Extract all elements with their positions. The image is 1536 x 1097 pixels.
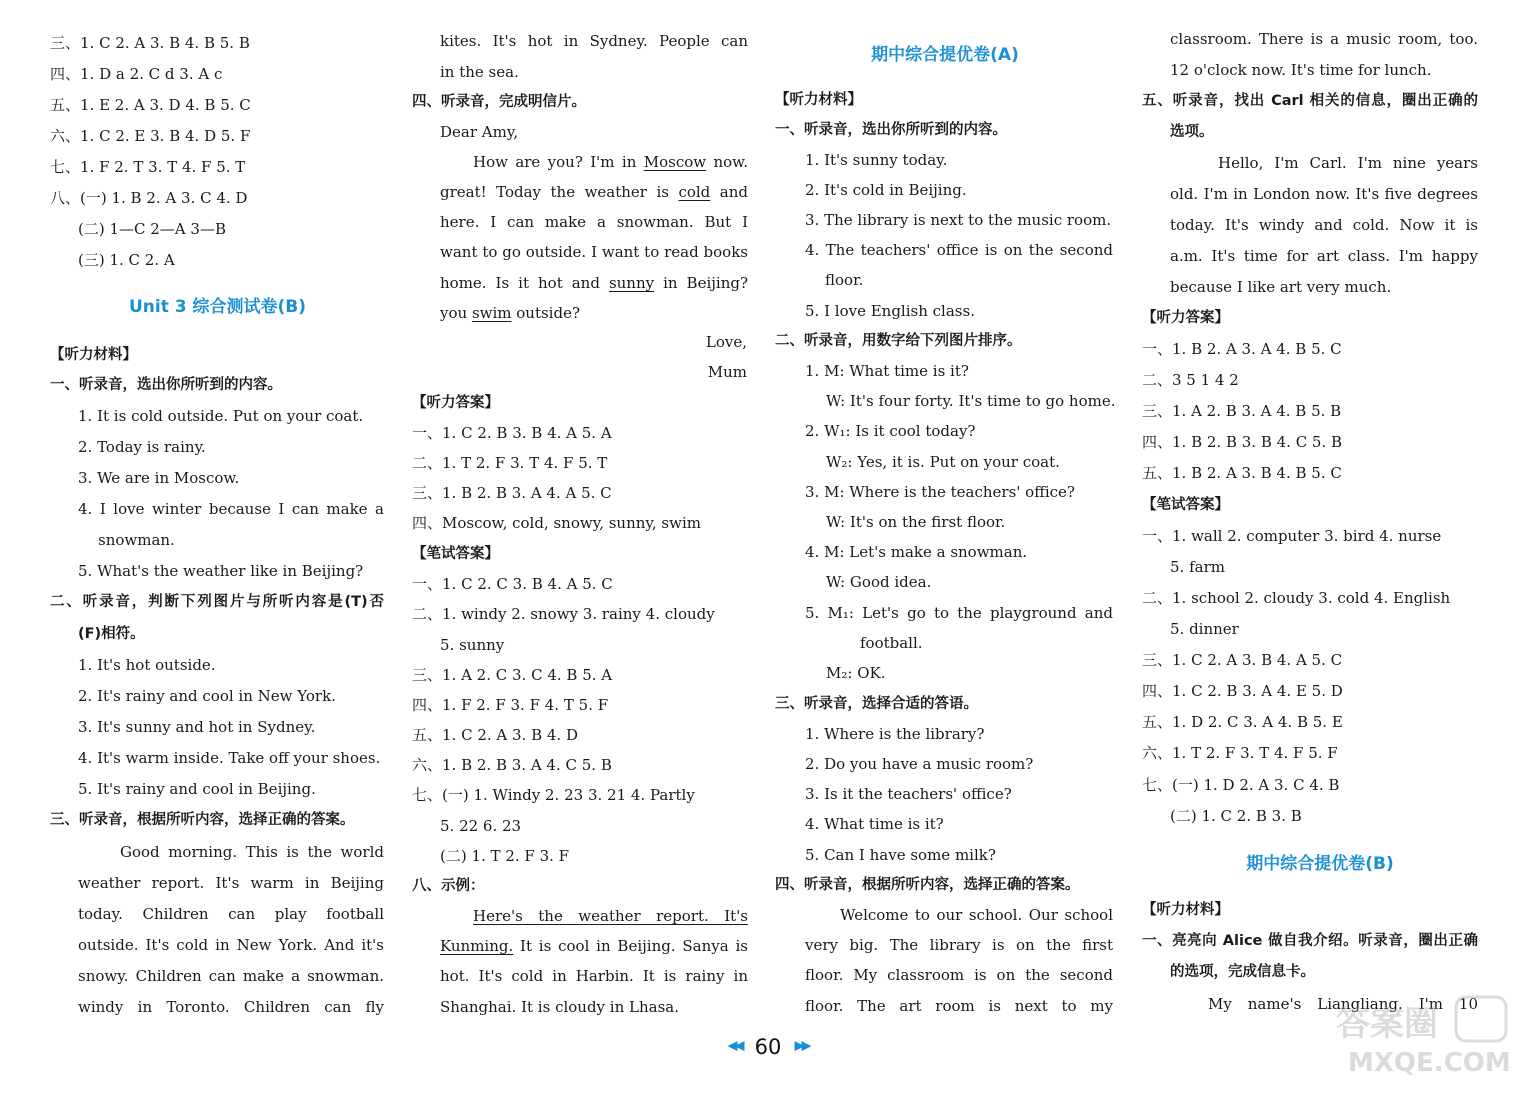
text-line: 五、1. E 2. A 3. D 4. B 5. C	[50, 96, 251, 114]
text-line-with-blanks	[473, 901, 748, 931]
text-line: 12 o'clock now. It's time for lunch.	[1170, 61, 1432, 79]
text-line: (二) 1—C 2—A 3—B	[78, 220, 226, 238]
text-line: because I like art very much.	[1170, 278, 1392, 296]
text-line: 2. Today is rainy.	[78, 438, 206, 456]
section-heading: 一、听录音，选出你所听到的内容。	[775, 122, 1007, 138]
text-line: 四、1. F 2. F 3. F 4. T 5. F	[412, 696, 609, 714]
text-line: floor. The art room is next to my	[805, 997, 1113, 1015]
text-line: 三、1. A 2. B 3. A 4. B 5. B	[1142, 402, 1342, 420]
text-line: 3. The library is next to the music room.	[805, 211, 1112, 229]
section-heading: 【笔试答案】	[1142, 497, 1229, 513]
text-line: 3. M: Where is the teachers' office?	[805, 483, 1075, 501]
text-line: very big. The library is on the first	[805, 936, 1113, 954]
text-line: Welcome to our school. Our school	[840, 906, 1113, 924]
text-line: 4. The teachers' office is on the second	[805, 241, 1113, 259]
section-heading: 选项。	[1170, 124, 1214, 140]
text-line: 七、(一) 1. Windy 2. 23 3. 21 4. Partly	[412, 786, 695, 804]
text-line: floor. My classroom is on the second	[805, 966, 1113, 984]
text-line: 5. 22 6. 23	[440, 817, 522, 835]
text-line: floor.	[825, 271, 864, 289]
text-line: W: It's four forty. It's time to go home.	[826, 392, 1116, 410]
text-line-with-blanks	[473, 147, 748, 177]
text-line: kites. It's hot in Sydney. People can	[440, 32, 748, 50]
text-line: Hello, I'm Carl. I'm nine years	[1218, 154, 1478, 172]
text-line: 1. It is cold outside. Put on your coat.	[78, 407, 364, 425]
text-line: Dear Amy,	[440, 123, 519, 141]
section-heading: 【听力材料】	[1142, 902, 1229, 918]
text-line: 八、(一) 1. B 2. A 3. C 4. D	[50, 189, 248, 207]
signature-line: Love,	[705, 333, 747, 351]
text-line: 4. What time is it?	[805, 815, 944, 833]
text-line: 七、1. F 2. T 3. T 4. F 5. T	[50, 158, 246, 176]
text-line: 5. I love English class.	[805, 302, 975, 320]
text-line: 二、1. T 2. F 3. T 4. F 5. T	[412, 454, 608, 472]
text-line: 4. M: Let's make a snowman.	[805, 543, 1028, 561]
text-line: 5. sunny	[440, 636, 505, 654]
text-line: 3. It's sunny and hot in Sydney.	[78, 718, 316, 736]
watermark-line2: MXQE.COM	[1348, 1048, 1511, 1078]
text-line: M₂: OK.	[826, 664, 886, 682]
section-heading: 八、示例：	[412, 878, 485, 894]
next-page-icon[interactable]: ▶▶	[794, 1038, 809, 1054]
text-line: W: Good idea.	[826, 573, 932, 591]
text-line: 5. farm	[1170, 558, 1225, 576]
text-segment: in Beijing?	[663, 274, 748, 292]
text-line: here. I can make a snowman. But I	[440, 213, 748, 231]
text-segment: outside?	[511, 304, 581, 322]
text-segment: you	[440, 304, 472, 322]
section-heading: 三、听录音，根据所听内容，选择正确的答案。	[50, 812, 355, 828]
text-line: 4. It's warm inside. Take off your shoes.	[78, 749, 381, 767]
text-line: 1. Where is the library?	[805, 725, 985, 743]
text-line: old. I'm in London now. It's five degrees	[1170, 185, 1478, 203]
text-line: windy in Toronto. Children can fly	[78, 998, 384, 1016]
text-line: 四、1. D a 2. C d 3. A c	[50, 65, 223, 83]
text-line-with-blanks	[440, 177, 748, 207]
text-line: classroom. There is a music room, too.	[1170, 30, 1478, 48]
text-line: snowy. Children can make a snowman.	[78, 967, 384, 985]
previous-page-icon[interactable]: ◀◀	[727, 1038, 742, 1054]
section-title: 期中综合提优卷(A)	[871, 45, 1019, 65]
text-line: snowman.	[98, 531, 175, 549]
text-line: 四、Moscow, cold, snowy, sunny, swim	[412, 514, 701, 532]
text-line: weather report. It's warm in Beijing	[78, 874, 384, 892]
text-line: 5. dinner	[1170, 620, 1239, 638]
text-line: 5. M₁: Let's go to the playground and	[805, 604, 1113, 622]
text-segment: home. Is it hot and	[440, 274, 609, 292]
text-segment: now.	[713, 153, 748, 171]
text-line: 三、1. B 2. B 3. A 4. A 5. C	[412, 484, 612, 502]
text-line: 一、1. C 2. B 3. B 4. A 5. A	[412, 424, 612, 442]
text-line: in the sea.	[440, 63, 519, 81]
text-line: 2. W₁: Is it cool today?	[805, 422, 976, 440]
section-heading: 五、听录音，找出 Carl 相关的信息，圈出正确的	[1142, 93, 1478, 109]
text-line: 1. It's hot outside.	[78, 656, 216, 674]
watermark-line1: 答案圈	[1336, 1004, 1438, 1044]
text-line-with-blanks	[440, 268, 748, 298]
page-number: 60	[754, 1034, 782, 1059]
section-heading: 四、听录音，根据所听内容，选择正确的答案。	[775, 877, 1080, 893]
section-heading: 【听力材料】	[775, 92, 862, 108]
text-line: today. It's windy and cold. Now it is	[1170, 216, 1478, 234]
text-line: (二) 1. T 2. F 3. F	[440, 847, 570, 865]
section-heading: 【笔试答案】	[412, 546, 499, 562]
page-footer	[0, 1030, 1536, 1062]
text-line: W₂: Yes, it is. Put on your coat.	[826, 453, 1060, 471]
text-line: 3. We are in Moscow.	[78, 469, 240, 487]
text-line: 二、1. windy 2. snowy 3. rainy 4. cloudy	[412, 605, 715, 623]
section-heading: 二、听录音，用数字给下列图片排序。	[775, 333, 1022, 349]
section-heading: 二、听录音，判断下列图片与所听内容是(T)否	[50, 594, 384, 610]
text-line: 三、1. C 2. A 3. B 4. B 5. B	[50, 34, 250, 52]
text-line: (二) 1. C 2. B 3. B	[1170, 807, 1302, 825]
text-line: 5. Can I have some milk?	[805, 846, 996, 864]
text-line: hot. It's cold in Harbin. It is rainy in	[440, 967, 748, 985]
text-line: 六、1. T 2. F 3. T 4. F 5. F	[1142, 744, 1338, 762]
text-line: football.	[860, 634, 923, 652]
text-line: 5. What's the weather like in Beijing?	[78, 562, 364, 580]
section-heading: 【听力材料】	[50, 347, 137, 363]
text-line: a.m. It's time for art class. I'm happy	[1170, 247, 1478, 265]
text-line: Good morning. This is the world	[120, 843, 384, 861]
text-line: 4. I love winter because I can make a	[78, 500, 384, 518]
text-segment: It is cool in Beijing. Sanya is	[513, 937, 748, 955]
text-line: 2. Do you have a music room?	[805, 755, 1034, 773]
section-heading: 一、听录音，选出你所听到的内容。	[50, 377, 282, 393]
filled-blank: Here's the weather report. It's	[473, 907, 748, 925]
text-line: 1. It's sunny today.	[805, 151, 948, 169]
text-line: outside. It's cold in New York. And it's	[78, 936, 384, 954]
text-line: 六、1. C 2. E 3. B 4. D 5. F	[50, 127, 251, 145]
section-heading: 四、听录音，完成明信片。	[412, 94, 586, 110]
text-line: want to go outside. I want to read books	[440, 243, 748, 261]
text-segment: and	[710, 183, 748, 201]
text-line: 三、1. C 2. A 3. B 4. A 5. C	[1142, 651, 1343, 669]
text-line: 五、1. C 2. A 3. B 4. D	[412, 726, 578, 744]
text-line: 四、1. C 2. B 3. A 4. E 5. D	[1142, 682, 1343, 700]
text-line: 三、1. A 2. C 3. C 4. B 5. A	[412, 666, 613, 684]
section-heading: 【听力答案】	[1142, 310, 1229, 326]
text-line: today. Children can play football	[78, 905, 384, 923]
section-heading: 三、听录音，选择合适的答语。	[775, 696, 978, 712]
filled-blank: cold	[678, 183, 711, 201]
text-line: 一、1. wall 2. computer 3. bird 4. nurse	[1142, 527, 1442, 545]
text-line: 二、1. school 2. cloudy 3. cold 4. English	[1142, 589, 1451, 607]
section-title: 期中综合提优卷(B)	[1246, 854, 1394, 874]
text-segment: How are you? I'm in	[473, 153, 644, 171]
text-line: Shanghai. It is cloudy in Lhasa.	[440, 998, 679, 1016]
text-line: 5. It's rainy and cool in Beijing.	[78, 780, 316, 798]
section-heading: 的选项，完成信息卡。	[1170, 964, 1315, 980]
text-line: 一、1. B 2. A 3. A 4. B 5. C	[1142, 340, 1342, 358]
text-line: 二、3 5 1 4 2	[1142, 371, 1239, 389]
text-line-with-blanks	[440, 298, 740, 328]
text-line: 七、(一) 1. D 2. A 3. C 4. B	[1142, 776, 1340, 794]
text-line: 六、1. B 2. B 3. A 4. C 5. B	[412, 756, 612, 774]
text-line-with-blanks	[440, 931, 748, 961]
section-heading: 一、亮亮向 Alice 做自我介绍。听录音，圈出正确	[1142, 933, 1478, 949]
text-line: 2. It's rainy and cool in New York.	[78, 687, 336, 705]
signature-line: Mum	[707, 363, 747, 381]
filled-blank: Moscow	[643, 153, 707, 171]
section-heading: (F)相符。	[78, 626, 145, 642]
text-line: (三) 1. C 2. A	[78, 251, 175, 269]
text-line: 3. Is it the teachers' office?	[805, 785, 1012, 803]
section-heading: 【听力答案】	[412, 395, 499, 411]
text-line: My name's Liangliang. I'm 10	[1208, 995, 1478, 1013]
section-title: Unit 3 综合测试卷(B)	[128, 297, 307, 317]
text-line: 1. M: What time is it?	[805, 362, 969, 380]
filled-blank: swim	[471, 304, 512, 322]
text-segment: great! Today the weather is	[440, 183, 679, 201]
text-line: 四、1. B 2. B 3. B 4. C 5. B	[1142, 433, 1343, 451]
text-line: 五、1. B 2. A 3. B 4. B 5. C	[1142, 464, 1342, 482]
text-line: 五、1. D 2. C 3. A 4. B 5. E	[1142, 713, 1343, 731]
text-line: 一、1. C 2. C 3. B 4. A 5. C	[412, 575, 613, 593]
filled-blank: sunny	[608, 274, 655, 292]
text-line: 2. It's cold in Beijing.	[805, 181, 967, 199]
text-line: W: It's on the first floor.	[826, 513, 1006, 531]
filled-blank: Kunming.	[440, 937, 514, 955]
